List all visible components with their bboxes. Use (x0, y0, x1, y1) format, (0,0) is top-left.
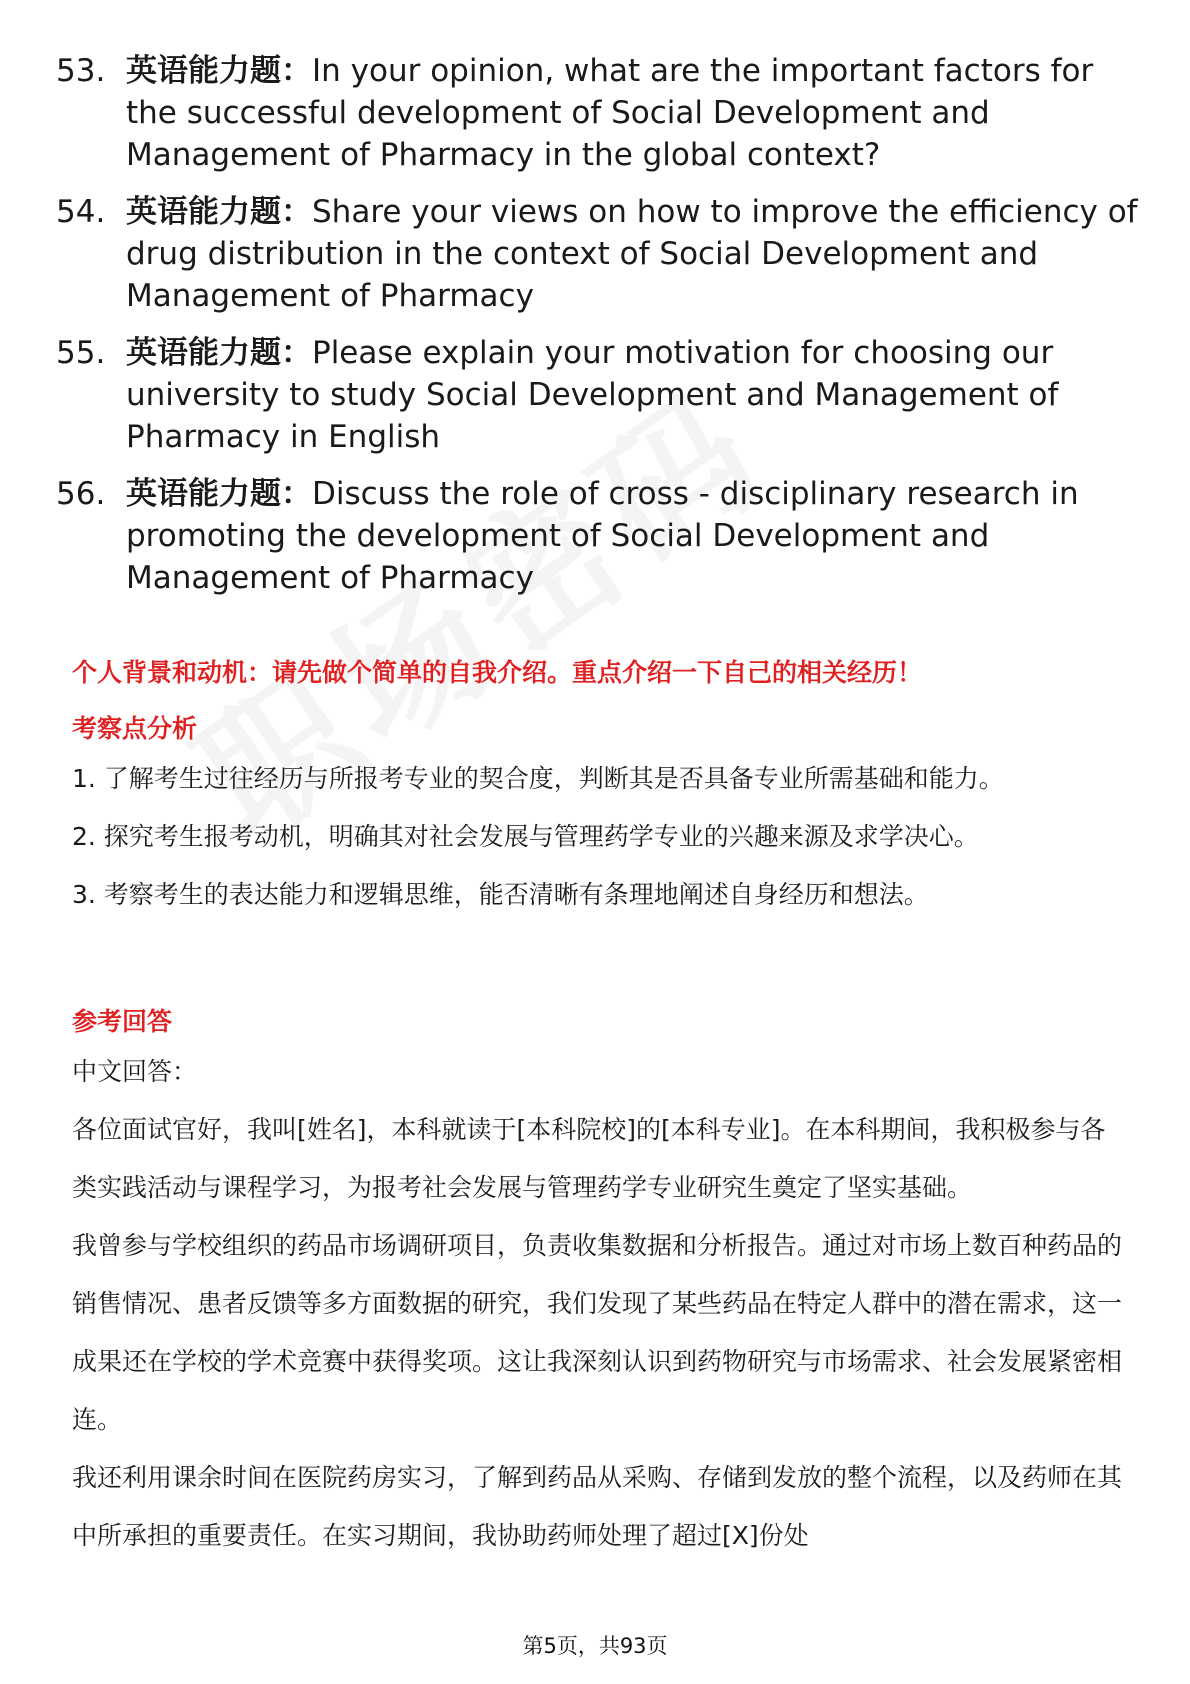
question-label: 英语能力题： (126, 335, 312, 371)
analysis-item: 3. 考察考生的表达能力和逻辑思维，能否清晰有条理地阐述自身经历和想法。 (72, 880, 929, 909)
answer-heading: 参考回答 (72, 1007, 173, 1036)
question-text: Discuss the role of cross - disciplinary research in promoting the development of Social Development and Management of Pharmacy (126, 476, 1079, 596)
question-number: 55. (56, 335, 106, 371)
analysis-list (72, 750, 1122, 924)
question-list (56, 50, 1146, 614)
answer-paragraph: 我曾参与学校组织的药品市场调研项目，负责收集数据和分析报告。通过对市场上数百种药品的销售情况、患者反馈等多方面数据的研究，我们发现了某些药品在特定人群中的潜在需求，这一成果还在学校的学术竞赛中获得奖项。这让我深刻认识到药物研究与市场需求、社会发展紧密相连。 (72, 1231, 1123, 1434)
question-item (56, 191, 1146, 317)
analysis-item: 1. 了解考生过往经历与所报考专业的契合度，判断其是否具备专业所需基础和能力。 (72, 764, 1004, 793)
question-item (56, 50, 1146, 176)
answer-label: 中文回答： (72, 1057, 198, 1086)
answer-body (72, 1043, 1122, 1565)
question-body (126, 473, 1146, 599)
question-body (126, 50, 1146, 176)
analysis-section (72, 712, 1122, 924)
question-text: In your opinion, what are the important factors for the successful development of Social Development and Management of Pharmacy in the global context? (126, 53, 1094, 173)
analysis-heading: 考察点分析 (72, 714, 198, 743)
page-footer: 第5页，共93页 (522, 1634, 668, 1658)
analysis-item: 2. 探究考生报考动机，明确其对社会发展与管理药学专业的兴趣来源及求学决心。 (72, 822, 979, 851)
question-number: 56. (56, 476, 106, 512)
question-text: Share your views on how to improve the efficiency of drug distribution in the context of Social Development and Management of Pharmacy (126, 194, 1138, 314)
question-item (56, 473, 1146, 599)
section-title-block (72, 656, 1122, 690)
question-body (126, 191, 1146, 317)
answer-paragraph: 我还利用课余时间在医院药房实习，了解到药品从采购、存储到发放的整个流程，以及药师在其中所承担的重要责任。在实习期间，我协助药师处理了超过[X]份处 (72, 1463, 1123, 1550)
question-label: 英语能力题： (126, 53, 312, 89)
question-number: 53. (56, 53, 106, 89)
answer-section (72, 1005, 1122, 1565)
question-text: Please explain your motivation for choosing our university to study Social Development and Management of Pharmacy in English (126, 335, 1059, 455)
answer-paragraph: 各位面试官好，我叫[姓名]，本科就读于[本科院校]的[本科专业]。在本科期间，我积极参与各类实践活动与课程学习，为报考社会发展与管理药学专业研究生奠定了坚实基础。 (72, 1115, 1106, 1202)
question-label: 英语能力题： (126, 476, 312, 512)
question-label: 英语能力题： (126, 194, 312, 230)
question-number: 54. (56, 194, 106, 230)
section-title: 个人背景和动机：请先做个简单的自我介绍。重点介绍一下自己的相关经历！ (72, 658, 923, 687)
question-item (56, 332, 1146, 458)
question-body (126, 332, 1146, 458)
